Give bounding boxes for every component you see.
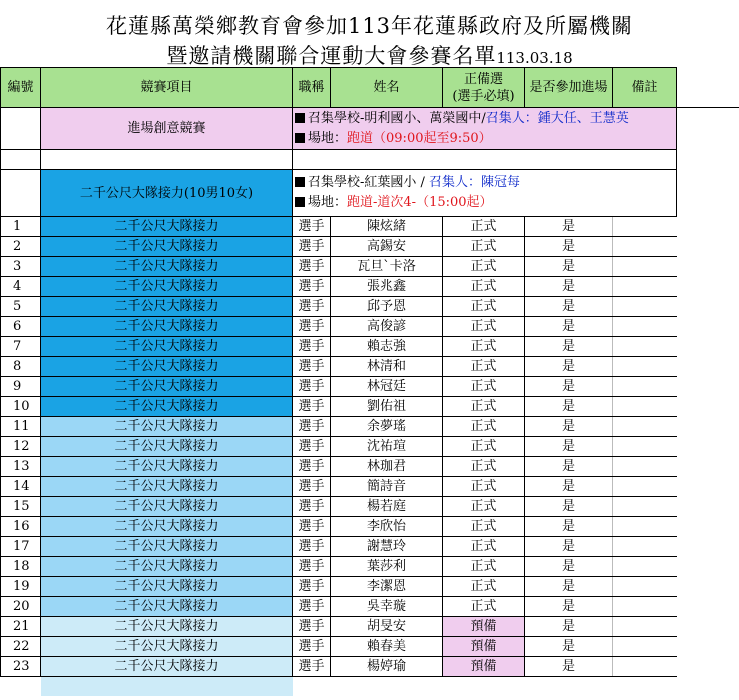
cell-name: 林冠廷	[331, 377, 443, 397]
table-row	[1, 217, 739, 237]
cell-role: 選手	[293, 357, 331, 377]
square-bullet-icon	[295, 133, 305, 143]
table-row	[1, 417, 739, 437]
cell-note	[613, 657, 677, 677]
table-row-partial	[1, 677, 739, 697]
cell-event: 二千公尺大隊接力	[41, 217, 293, 237]
cell-event: 二千公尺大隊接力	[41, 377, 293, 397]
cell-blank	[677, 417, 739, 437]
cell-note	[613, 337, 677, 357]
cell-note	[613, 397, 677, 417]
relay-convener: 召集人：陳冠每	[429, 175, 521, 190]
relay-blank	[677, 170, 739, 217]
cell-blank	[677, 437, 739, 457]
cell-join: 是	[525, 517, 613, 537]
header-row	[1, 68, 739, 108]
cell-empty	[1, 677, 41, 697]
cell-event: 二千公尺大隊接力	[41, 437, 293, 457]
square-bullet-icon	[295, 113, 305, 123]
cell-blank	[677, 597, 739, 617]
table-row	[1, 257, 739, 277]
cell-num: 10	[1, 397, 41, 417]
cell-empty	[525, 677, 613, 697]
cell-join: 是	[525, 257, 613, 277]
header-role: 職稱	[293, 68, 331, 108]
cell-role: 選手	[293, 517, 331, 537]
cell-num: 23	[1, 657, 41, 677]
cell-empty	[613, 677, 677, 697]
entrance-event: 進場創意競賽	[41, 108, 293, 150]
cell-num: 15	[1, 497, 41, 517]
header-num: 編號	[1, 68, 41, 108]
cell-type: 正式	[443, 257, 525, 277]
cell-blank	[677, 557, 739, 577]
cell-blank	[677, 257, 739, 277]
cell-blank	[677, 497, 739, 517]
table-row	[1, 377, 739, 397]
cell-type: 預備	[443, 637, 525, 657]
cell-blank	[677, 217, 739, 237]
cell-name: 沈祐瑄	[331, 437, 443, 457]
spacer-cell	[41, 150, 293, 170]
cell-type: 正式	[443, 357, 525, 377]
cell-event: 二千公尺大隊接力	[41, 637, 293, 657]
cell-blank	[677, 657, 739, 677]
cell-type: 正式	[443, 437, 525, 457]
table-row	[1, 277, 739, 297]
cell-join: 是	[525, 557, 613, 577]
relay-row	[1, 170, 739, 217]
cell-blank	[677, 617, 739, 637]
cell-join: 是	[525, 317, 613, 337]
cell-join: 是	[525, 537, 613, 557]
cell-event: 二千公尺大隊接力	[41, 657, 293, 677]
cell-blank	[677, 397, 739, 417]
header-blank	[677, 68, 739, 108]
cell-note	[613, 517, 677, 537]
relay-event: 二千公尺大隊接力(10男10女)	[41, 170, 293, 217]
entrance-info	[293, 108, 677, 150]
cell-note	[613, 257, 677, 277]
header-type-line2: (選手必填)	[452, 88, 515, 104]
entrance-venue-label: 場地：	[308, 130, 348, 146]
cell-event: 二千公尺大隊接力	[41, 477, 293, 497]
cell-event: 二千公尺大隊接力	[41, 577, 293, 597]
cell-note	[613, 457, 677, 477]
cell-event: 二千公尺大隊接力	[41, 457, 293, 477]
cell-role: 選手	[293, 217, 331, 237]
cell-name: 林清和	[331, 357, 443, 377]
entrance-row	[1, 108, 739, 150]
cell-name: 賴春美	[331, 637, 443, 657]
table-row	[1, 537, 739, 557]
cell-event: 二千公尺大隊接力	[41, 557, 293, 577]
cell-join: 是	[525, 477, 613, 497]
cell-note	[613, 577, 677, 597]
cell-join: 是	[525, 457, 613, 477]
cell-num: 9	[1, 377, 41, 397]
table-row	[1, 577, 739, 597]
cell-name: 邱予恩	[331, 297, 443, 317]
cell-type: 正式	[443, 477, 525, 497]
cell-event: 二千公尺大隊接力	[41, 617, 293, 637]
cell-note	[613, 317, 677, 337]
cell-role: 選手	[293, 337, 331, 357]
cell-event: 二千公尺大隊接力	[41, 357, 293, 377]
cell-name: 李欣怡	[331, 517, 443, 537]
table-row	[1, 437, 739, 457]
cell-join: 是	[525, 577, 613, 597]
cell-note	[613, 217, 677, 237]
cell-note	[613, 537, 677, 557]
cell-note	[613, 417, 677, 437]
relay-school: 召集學校-紅葉國小 /	[308, 175, 430, 190]
cell-role: 選手	[293, 437, 331, 457]
cell-num: 16	[1, 517, 41, 537]
cell-blank	[677, 357, 739, 377]
table-row	[1, 477, 739, 497]
table-row	[1, 237, 739, 257]
cell-type: 正式	[443, 417, 525, 437]
cell-name: 高俊諺	[331, 317, 443, 337]
cell-empty	[331, 677, 443, 697]
cell-join: 是	[525, 617, 613, 637]
page-title-line1: 花蓮縣萬榮鄉教育會參加113年花蓮縣政府及所屬機關	[105, 14, 634, 38]
cell-num: 4	[1, 277, 41, 297]
cell-role: 選手	[293, 417, 331, 437]
cell-blank	[677, 477, 739, 497]
table-row	[1, 317, 739, 337]
cell-role: 選手	[293, 657, 331, 677]
entrance-convener: 召集人：鍾大任、王慧英	[485, 110, 629, 126]
cell-role: 選手	[293, 497, 331, 517]
cell-num: 14	[1, 477, 41, 497]
cell-type: 正式	[443, 557, 525, 577]
cell-name: 李潔恩	[331, 577, 443, 597]
cell-num: 22	[1, 637, 41, 657]
table-row	[1, 517, 739, 537]
cell-type: 正式	[443, 277, 525, 297]
cell-blank	[677, 337, 739, 357]
cell-num: 17	[1, 537, 41, 557]
entrance-num	[1, 108, 41, 150]
cell-num: 18	[1, 557, 41, 577]
square-bullet-icon	[295, 197, 305, 207]
cell-name: 簡詩音	[331, 477, 443, 497]
table-row	[1, 557, 739, 577]
cell-num: 2	[1, 237, 41, 257]
table-row	[1, 457, 739, 477]
cell-note	[613, 557, 677, 577]
cell-join: 是	[525, 637, 613, 657]
spacer-row	[1, 150, 739, 170]
entrance-blank	[677, 108, 739, 150]
header-note: 備註	[613, 68, 677, 108]
cell-note	[613, 377, 677, 397]
title-date: 113.03.18	[496, 49, 573, 67]
cell-num: 8	[1, 357, 41, 377]
cell-join: 是	[525, 377, 613, 397]
cell-role: 選手	[293, 397, 331, 417]
table-row	[1, 337, 739, 357]
cell-num: 3	[1, 257, 41, 277]
table-row	[1, 617, 739, 637]
cell-role: 選手	[293, 257, 331, 277]
cell-role: 選手	[293, 457, 331, 477]
cell-note	[613, 497, 677, 517]
cell-num: 7	[1, 337, 41, 357]
cell-blank	[677, 637, 739, 657]
cell-name: 瓦旦`卡洛	[331, 257, 443, 277]
cell-note	[613, 617, 677, 637]
cell-name: 賴志強	[331, 337, 443, 357]
relay-venue-label: 場地：	[308, 195, 348, 210]
cell-name: 高錫安	[331, 237, 443, 257]
cell-blank	[677, 277, 739, 297]
cell-type: 正式	[443, 397, 525, 417]
cell-empty	[443, 677, 525, 697]
cell-event: 二千公尺大隊接力	[41, 337, 293, 357]
cell-event: 二千公尺大隊接力	[41, 597, 293, 617]
header-event: 競賽項目	[41, 68, 293, 108]
relay-venue: 跑道-道次4-（15:00起）	[347, 195, 493, 210]
cell-blank	[677, 377, 739, 397]
spacer-cell	[677, 150, 739, 170]
cell-blank	[677, 537, 739, 557]
cell-event: 二千公尺大隊接力	[41, 537, 293, 557]
table-row	[1, 637, 739, 657]
page-title-line2	[0, 40, 739, 70]
cell-num: 6	[1, 317, 41, 337]
cell-type: 正式	[443, 517, 525, 537]
cell-event: 二千公尺大隊接力	[41, 257, 293, 277]
cell-role: 選手	[293, 377, 331, 397]
cell-join: 是	[525, 497, 613, 517]
cell-type: 正式	[443, 317, 525, 337]
cell-role: 選手	[293, 577, 331, 597]
cell-type: 正式	[443, 237, 525, 257]
cell-join: 是	[525, 277, 613, 297]
cell-type: 正式	[443, 537, 525, 557]
cell-join: 是	[525, 417, 613, 437]
cell-empty	[293, 677, 331, 697]
table-row	[1, 497, 739, 517]
cell-role: 選手	[293, 597, 331, 617]
cell-join: 是	[525, 597, 613, 617]
cell-name: 吳幸璇	[331, 597, 443, 617]
cell-note	[613, 357, 677, 377]
cell-event: 二千公尺大隊接力	[41, 297, 293, 317]
cell-role: 選手	[293, 277, 331, 297]
cell-note	[613, 237, 677, 257]
cell-role: 選手	[293, 557, 331, 577]
cell-name: 胡旻安	[331, 617, 443, 637]
roster-table	[0, 67, 739, 696]
cell-num: 19	[1, 577, 41, 597]
cell-join: 是	[525, 357, 613, 377]
cell-join: 是	[525, 237, 613, 257]
cell-name: 葉莎利	[331, 557, 443, 577]
header-join: 是否參加進場	[525, 68, 613, 108]
cell-join: 是	[525, 657, 613, 677]
cell-type: 預備	[443, 617, 525, 637]
cell-type: 正式	[443, 497, 525, 517]
cell-empty	[41, 677, 293, 697]
cell-event: 二千公尺大隊接力	[41, 497, 293, 517]
cell-role: 選手	[293, 297, 331, 317]
cell-type: 正式	[443, 577, 525, 597]
header-type	[443, 68, 525, 108]
relay-info	[293, 170, 677, 217]
cell-role: 選手	[293, 537, 331, 557]
cell-role: 選手	[293, 477, 331, 497]
table-row	[1, 597, 739, 617]
cell-num: 20	[1, 597, 41, 617]
square-bullet-icon	[295, 177, 305, 187]
cell-role: 選手	[293, 317, 331, 337]
cell-name: 劉佑祖	[331, 397, 443, 417]
cell-name: 楊婷瑜	[331, 657, 443, 677]
cell-event: 二千公尺大隊接力	[41, 237, 293, 257]
cell-note	[613, 477, 677, 497]
entrance-school: 召集學校-明利國小、萬榮國中/	[308, 110, 486, 126]
cell-note	[613, 597, 677, 617]
cell-num: 21	[1, 617, 41, 637]
cell-blank	[677, 317, 739, 337]
title-text: 暨邀請機關聯合運動大會參賽名單	[166, 44, 497, 68]
cell-blank	[677, 457, 739, 477]
cell-event: 二千公尺大隊接力	[41, 417, 293, 437]
cell-role: 選手	[293, 617, 331, 637]
cell-type: 正式	[443, 457, 525, 477]
cell-num: 11	[1, 417, 41, 437]
cell-num: 12	[1, 437, 41, 457]
relay-num	[1, 170, 41, 217]
cell-join: 是	[525, 297, 613, 317]
table-row	[1, 397, 739, 417]
cell-name: 謝慧玲	[331, 537, 443, 557]
cell-event: 二千公尺大隊接力	[41, 277, 293, 297]
cell-num: 1	[1, 217, 41, 237]
cell-name: 林珈君	[331, 457, 443, 477]
cell-join: 是	[525, 217, 613, 237]
cell-blank	[677, 237, 739, 257]
cell-join: 是	[525, 337, 613, 357]
header-name: 姓名	[331, 68, 443, 108]
cell-blank	[677, 517, 739, 537]
table-row	[1, 357, 739, 377]
cell-join: 是	[525, 437, 613, 457]
entrance-venue: 跑道（09:00起至9:50）	[347, 130, 492, 146]
cell-name: 陳炫緒	[331, 217, 443, 237]
spacer-cell	[1, 150, 41, 170]
cell-event: 二千公尺大隊接力	[41, 517, 293, 537]
cell-blank	[677, 577, 739, 597]
cell-type: 正式	[443, 597, 525, 617]
cell-type: 正式	[443, 297, 525, 317]
cell-note	[613, 437, 677, 457]
cell-note	[613, 637, 677, 657]
cell-type: 預備	[443, 657, 525, 677]
table-row	[1, 657, 739, 677]
cell-join: 是	[525, 397, 613, 417]
cell-empty	[677, 677, 739, 697]
header-type-line1: 正備選	[463, 71, 503, 87]
cell-role: 選手	[293, 237, 331, 257]
cell-note	[613, 297, 677, 317]
cell-num: 5	[1, 297, 41, 317]
cell-type: 正式	[443, 337, 525, 357]
spacer-cell	[293, 150, 677, 170]
cell-event: 二千公尺大隊接力	[41, 397, 293, 417]
cell-name: 余夢瑤	[331, 417, 443, 437]
cell-note	[613, 277, 677, 297]
table-row	[1, 297, 739, 317]
cell-role: 選手	[293, 637, 331, 657]
cell-type: 正式	[443, 377, 525, 397]
cell-event: 二千公尺大隊接力	[41, 317, 293, 337]
cell-blank	[677, 297, 739, 317]
cell-name: 楊若庭	[331, 497, 443, 517]
cell-type: 正式	[443, 217, 525, 237]
cell-num: 13	[1, 457, 41, 477]
cell-name: 張兆鑫	[331, 277, 443, 297]
